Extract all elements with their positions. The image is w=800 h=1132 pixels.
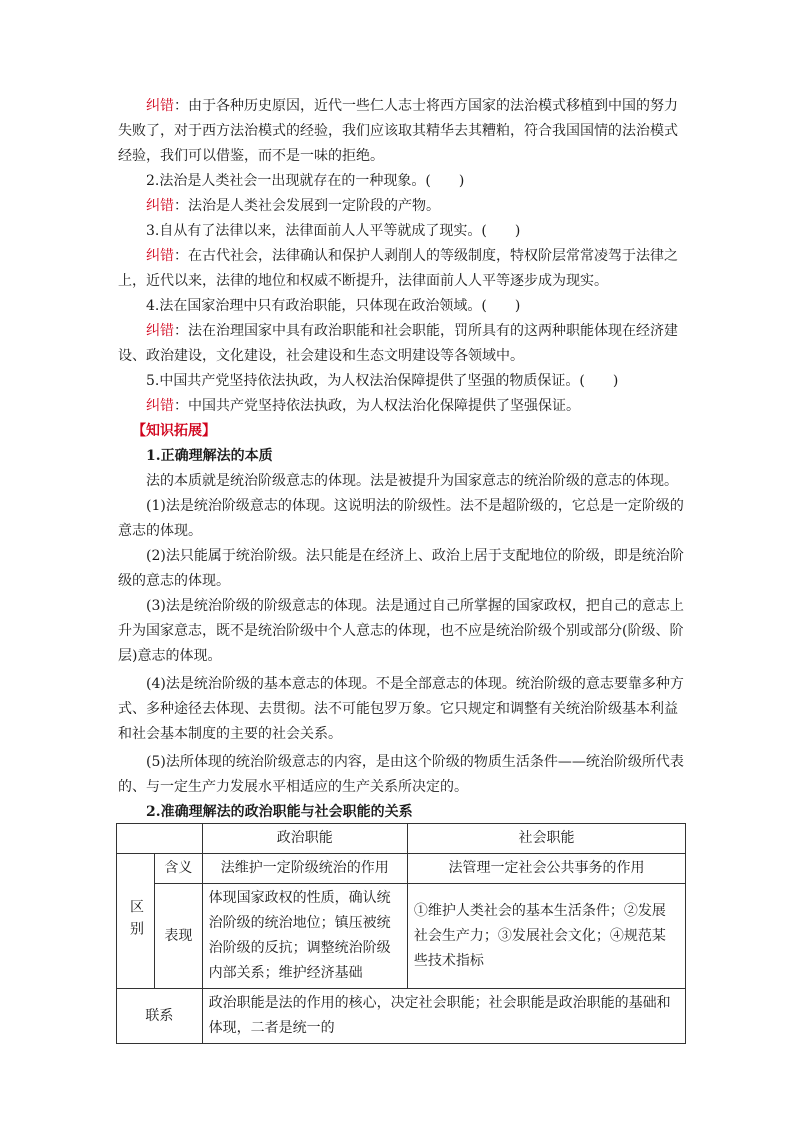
- row-label-relation: 联系: [117, 989, 203, 1044]
- knowledge-paragraph-1: (1)法是统治阶级意志的体现。这说明法的阶级性。法不是超阶级的，它总是一定阶级的意志的体现。: [118, 498, 684, 539]
- subheading-functions-relation: 2.准确理解法的政治职能与社会职能的关系: [146, 804, 413, 820]
- subheading-essence-of-law: 1.正确理解法的本质: [146, 448, 273, 464]
- manifest-political-cell: 体现国家政权的性质，确认统治阶级的统治地位；镇压被统治阶级的反抗；调整统治阶级内部关系；维护经济基础: [202, 884, 407, 989]
- correction-paragraph-3: [118, 244, 686, 294]
- correction-label: 纠错: [146, 323, 174, 339]
- meaning-social-cell: 法管理一定社会公共事务的作用: [407, 854, 685, 884]
- knowledge-paragraph-4: (4)法是统治阶级的基本意志的体现。不是全部意志的体现。统治阶级的意志要靠多种方式、多种途径去体现、去贯彻。法不可能包罗万象。它只规定和调整有关统治阶级基本利益和社会基本制度的主要的社会关系。: [118, 676, 684, 742]
- correction-text: ：法治是人类社会发展到一定阶段的产物。: [174, 198, 440, 214]
- header-social-function: 社会职能: [407, 824, 685, 854]
- correction-text: ：中国共产党坚持依法执政，为人权法治化保障提供了坚强保证。: [174, 398, 580, 414]
- correction-label: 纠错: [146, 198, 174, 214]
- correction-text: ：在古代社会，法律确认和保护人剥削人的等级制度，特权阶层常常凌驾于法律之上，近代以来，法律的地位和权威不断提升，法律面前人人平等逐步成为现实。: [118, 248, 678, 289]
- row-label-difference: 区别: [117, 854, 155, 989]
- row-label-manifestation: 表现: [155, 884, 203, 989]
- table-row-manifestation: [117, 884, 686, 989]
- relation-cell: 政治职能是法的作用的核心，决定社会职能；社会职能是政治职能的基础和体现，二者是统一的: [202, 989, 685, 1044]
- knowledge-paragraph-2: (2)法只能属于统治阶级。法只能是在经济上、政治上居于支配地位的阶级，即是统治阶级的意志的体现。: [118, 548, 684, 589]
- correction-text: ：法在治理国家中具有政治职能和社会职能，罚所具有的这两种职能体现在经济建设、政治建设，文化建设，社会建设和生态文明建设等各领域中。: [118, 323, 678, 364]
- question-2: 2.法治是人类社会一出现就存在的一种现象。( ): [146, 173, 465, 189]
- knowledge-paragraph-3: (3)法是统治阶级的阶级意志的体现。法是通过自己所掌握的国家政权，把自己的意志上升为国家意志，既不是统治阶级中个人意志的体现，也不应是统治阶级个别或部分(阶级、阶层)意志的体现。: [118, 598, 684, 664]
- question-5: 5.中国共产党坚持依法执政，为人权法治保障提供了坚强的物质保证。( ): [146, 373, 619, 389]
- correction-text: ：由于各种历史原因，近代一些仁人志士将西方国家的法治模式移植到中国的努力失败了，对于西方法治模式的经验，我们应该取其精华去其糟粕，符合我国国情的法治模式经验，我们可以借鉴，而不是一味的拒绝。: [118, 98, 678, 164]
- question-4: 4.法在国家治理中只有政治职能，只体现在政治领域。( ): [146, 298, 521, 314]
- correction-label: 纠错: [146, 248, 174, 264]
- manifest-social-cell: ①维护人类社会的基本生活条件；②发展社会生产力；③发展社会文化；④规范某些技术指标: [407, 884, 685, 989]
- knowledge-paragraph-0: 法的本质就是统治阶级意志的体现。法是被提升为国家意志的统治阶级的意志的体现。: [146, 473, 678, 489]
- correction-paragraph-2: [118, 194, 686, 219]
- header-political-function: 政治职能: [202, 824, 407, 854]
- correction-paragraph-5: [118, 394, 686, 419]
- correction-label: 纠错: [146, 398, 174, 414]
- knowledge-paragraph-5: (5)法所体现的统治阶级意志的内容，是由这个阶级的物质生活条件——统治阶级所代表的、与一定生产力发展水平相适应的生产关系所决定的。: [118, 754, 684, 795]
- question-3: 3.自从有了法律以来，法律面前人人平等就成了现实。( ): [146, 223, 521, 239]
- table-row-meaning: [117, 854, 686, 884]
- correction-label: 纠错: [146, 98, 174, 114]
- row-label-meaning: 含义: [155, 854, 203, 884]
- correction-paragraph-4: [118, 319, 686, 369]
- table-header-row: [117, 824, 686, 854]
- correction-paragraph-1: [118, 94, 686, 169]
- meaning-political-cell: 法维护一定阶级统治的作用: [202, 854, 407, 884]
- table-row-relation: [117, 989, 686, 1044]
- section-heading-knowledge-extension: 【知识拓展】: [132, 423, 216, 439]
- functions-comparison-table: [116, 823, 686, 1044]
- table-corner-cell: [117, 824, 203, 854]
